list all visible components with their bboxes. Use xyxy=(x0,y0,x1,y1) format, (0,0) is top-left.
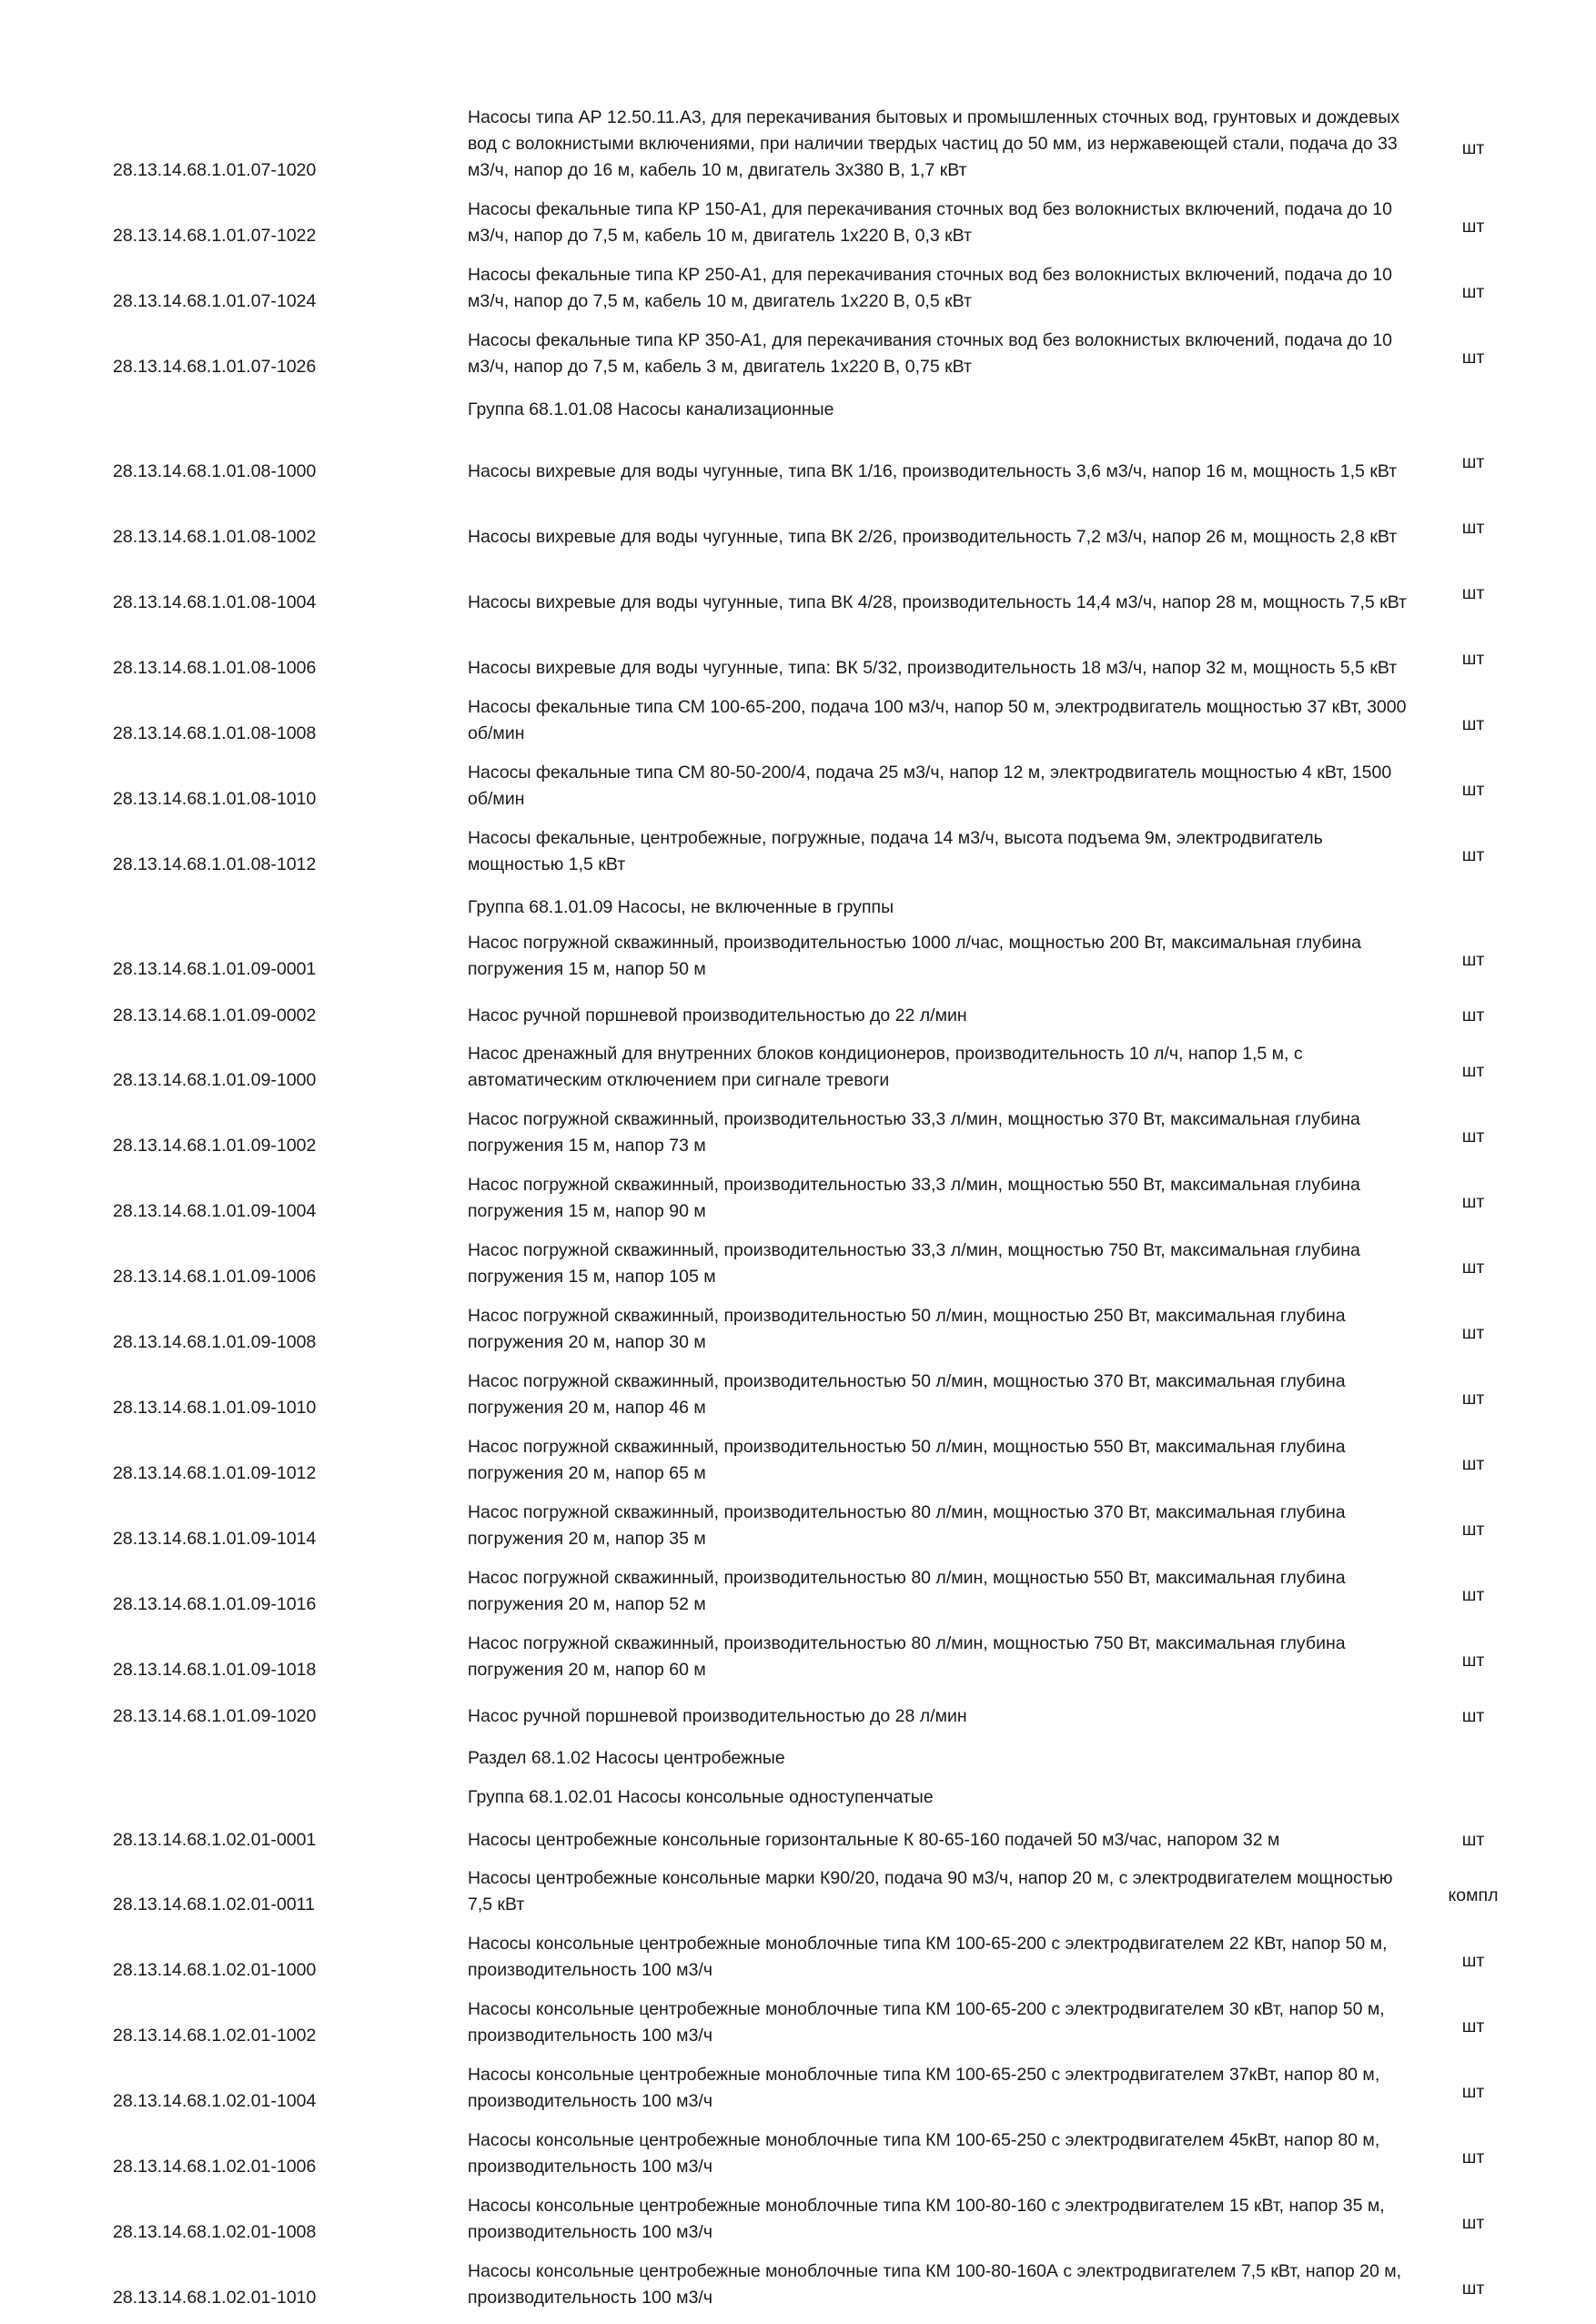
group-heading: Раздел 68.1.02 Насосы центробежные xyxy=(468,1747,785,1768)
item-description: Насос погружной скважинный, производительностью 33,3 л/мин, мощностью 750 Вт, максимальная глубина погружения 15 м, напор 105 м xyxy=(468,1240,1360,1287)
item-unit: шт xyxy=(1461,1519,1485,1540)
item-unit: шт xyxy=(1461,2147,1485,2167)
item-description: Насос погружной скважинный, производительностью 33,3 л/мин, мощностью 550 Вт, максимальная глубина погружения 15 м, напор 90 м xyxy=(468,1175,1360,1221)
item-code: 28.13.14.68.1.01.07-1026 xyxy=(113,357,317,377)
group-heading: Группа 68.1.02.01 Насосы консольные одноступенчатые xyxy=(468,1786,934,1807)
item-unit: компл xyxy=(1448,1884,1499,1905)
table-row xyxy=(0,1996,1596,2056)
item-code: 28.13.14.68.1.01.09-1010 xyxy=(113,1398,317,1418)
item-description: Насосы консольные центробежные моноблочные типа КМ 100-65-250 с электродвигателем 37кВт, напор 80 м, производительность 100 м3/ч xyxy=(468,2065,1380,2111)
item-unit: шт xyxy=(1461,949,1485,970)
item-unit: шт xyxy=(1461,347,1485,368)
table-row xyxy=(0,328,1596,387)
item-description: Насос ручной поршневой производительностью до 22 л/мин xyxy=(468,1005,967,1026)
item-unit: шт xyxy=(1461,648,1485,669)
item-code: 28.13.14.68.1.01.08-1008 xyxy=(113,723,317,743)
item-description: Насосы фекальные, центробежные, погружные, подача 14 м3/ч, высота подъема 9м, электродвигатель мощностью 1,5 кВт xyxy=(468,828,1323,874)
item-code: 28.13.14.68.1.01.08-1012 xyxy=(113,854,317,874)
item-code: 28.13.14.68.1.01.09-1020 xyxy=(113,1706,317,1726)
item-code: 28.13.14.68.1.02.01-1002 xyxy=(113,2026,317,2046)
item-code: 28.13.14.68.1.02.01-1010 xyxy=(113,2288,317,2308)
item-description: Насосы вихревые для воды чугунные, типа: ВК 5/32, производительность 18 м3/ч, напор 32 м, мощность 5,5 кВт xyxy=(468,658,1398,678)
item-unit: шт xyxy=(1461,281,1485,302)
item-description: Насос погружной скважинный, производительностью 50 л/мин, мощностью 250 Вт, максимальная глубина погружения 20 м, напор 30 м xyxy=(468,1306,1346,1352)
item-code: 28.13.14.68.1.02.01-1008 xyxy=(113,2222,317,2242)
item-code: 28.13.14.68.1.01.09-1014 xyxy=(113,1529,317,1549)
item-code: 28.13.14.68.1.02.01-1000 xyxy=(113,1960,317,1980)
table-row xyxy=(0,995,1596,1036)
group-heading: Группа 68.1.01.09 Насосы, не включенные в группы xyxy=(468,896,894,917)
group-heading: Группа 68.1.01.08 Насосы канализационные xyxy=(468,399,834,419)
item-code: 28.13.14.68.1.01.09-1012 xyxy=(113,1463,317,1483)
item-code: 28.13.14.68.1.01.08-1000 xyxy=(113,461,317,481)
item-unit: шт xyxy=(1461,1950,1485,1971)
table-row xyxy=(0,1434,1596,1493)
item-unit: шт xyxy=(1461,844,1485,865)
item-description: Насос погружной скважинный, производительностью 80 л/мин, мощностью 370 Вт, максимальная глубина погружения 20 м, напор 35 м xyxy=(468,1502,1346,1549)
item-description: Насосы фекальные типа КР 250-А1, для перекачивания сточных вод без волокнистых включений, подача до 10 м3/ч, напор до 7,5 м, кабель 10 м, двигатель 1х220 В, 0,5 кВт xyxy=(468,265,1392,311)
item-unit: шт xyxy=(1461,1257,1485,1278)
item-unit: шт xyxy=(1461,1126,1485,1147)
table-row xyxy=(0,2127,1596,2187)
item-description: Насосы консольные центробежные моноблочные типа КМ 100-80-160 с электродвигателем 15 кВт, напор 35 м, производительность 100 м3/ч xyxy=(468,2196,1385,2242)
item-code: 28.13.14.68.1.01.09-1002 xyxy=(113,1136,317,1156)
table-row xyxy=(0,262,1596,321)
item-unit: шт xyxy=(1461,451,1485,472)
item-description: Насос погружной скважинный, производительностью 50 л/мин, мощностью 550 Вт, максимальная глубина погружения 20 м, напор 65 м xyxy=(468,1437,1346,1483)
item-description: Насосы центробежные консольные горизонтальные К 80-65-160 подачей 50 м3/час, напором 32 м xyxy=(468,1830,1280,1850)
item-code: 28.13.14.68.1.01.08-1002 xyxy=(113,527,317,547)
document-body xyxy=(0,106,1596,2324)
item-unit: шт xyxy=(1461,2278,1485,2299)
item-code: 28.13.14.68.1.01.09-1008 xyxy=(113,1332,317,1352)
table-row xyxy=(0,1238,1596,1297)
item-unit: шт xyxy=(1461,1322,1485,1343)
table-row xyxy=(0,563,1596,622)
table-row xyxy=(0,1369,1596,1428)
item-description: Насосы вихревые для воды чугунные, типа ВК 1/16, производительность 3,6 м3/ч, напор 16 м, мощность 1,5 кВт xyxy=(468,461,1398,481)
item-description: Насосы центробежные консольные марки К90/20, подача 90 м3/ч, напор 20 м, с электродвигателем мощностью 7,5 кВт xyxy=(468,1868,1393,1915)
item-unit: шт xyxy=(1461,517,1485,538)
item-description: Насосы консольные центробежные моноблочные типа КМ 100-65-200 с электродвигателем 30 кВт, напор 50 м, производительность 100 м3/ч xyxy=(468,1999,1385,2046)
item-description: Насос погружной скважинный, производительностью 50 л/мин, мощностью 370 Вт, максимальная глубина погружения 20 м, напор 46 м xyxy=(468,1371,1346,1418)
item-description: Насосы консольные центробежные моноблочные типа КМ 100-65-200 с электродвигателем 22 КВт, напор 50 м, производительность 100 м3/ч xyxy=(468,1934,1388,1980)
table-row xyxy=(0,1865,1596,1925)
table-row xyxy=(0,1172,1596,1231)
item-unit: шт xyxy=(1461,1388,1485,1409)
table-row xyxy=(0,825,1596,884)
item-description: Насосы фекальные типа КР 150-А1, для перекачивания сточных вод без волокнистых включений, подача до 10 м3/ч, напор до 7,5 м, кабель 10 м, двигатель 1х220 В, 0,3 кВт xyxy=(468,199,1392,246)
item-description: Насос дренажный для внутренних блоков кондиционеров, производительность 10 л/ч, напор 1,5 м, с автоматическим отключением при сигнале тревоги xyxy=(468,1044,1303,1090)
table-row xyxy=(0,1303,1596,1362)
table-row xyxy=(0,629,1596,688)
table-row xyxy=(0,197,1596,256)
table-row xyxy=(0,1106,1596,1166)
item-code: 28.13.14.68.1.01.07-1022 xyxy=(113,226,317,246)
item-description: Насос погружной скважинный, производительностью 80 л/мин, мощностью 550 Вт, максимальная глубина погружения 20 м, напор 52 м xyxy=(468,1568,1346,1614)
table-row xyxy=(0,1041,1596,1100)
item-description: Насосы типа АР 12.50.11.А3, для перекачивания бытовых и промышленных сточных вод, грунтовых и дождевых вод с волокнистыми включениями, при наличии твердых частиц до 50 мм, из нержавеющей стали, подача до 33 м3/ч, напор до 16 м, кабель 10 м, двигатель 3х380 В, 1,7 кВт xyxy=(468,107,1400,180)
item-unit: шт xyxy=(1461,713,1485,734)
item-description: Насосы фекальные типа СМ 100-65-200, подача 100 м3/ч, напор 50 м, электродвигатель мощностью 37 кВт, 3000 об/мин xyxy=(468,697,1407,743)
item-description: Насосы вихревые для воды чугунные, типа ВК 4/28, производительность 14,4 м3/ч, напор 28 м, мощность 7,5 кВт xyxy=(468,592,1407,612)
item-description: Насос погружной скважинный, производительностью 1000 л/час, мощностью 200 Вт, максимальная глубина погружения 15 м, напор 50 м xyxy=(468,933,1361,979)
item-unit: шт xyxy=(1461,2081,1485,2102)
item-code: 28.13.14.68.1.01.09-0002 xyxy=(113,1005,317,1026)
table-row xyxy=(0,498,1596,557)
item-description: Насосы консольные центробежные моноблочные типа КМ 100-65-250 с электродвигателем 45кВт, напор 80 м, производительность 100 м3/ч xyxy=(468,2130,1380,2177)
item-description: Насос погружной скважинный, производительностью 80 л/мин, мощностью 750 Вт, максимальная глубина погружения 20 м, напор 60 м xyxy=(468,1633,1346,1680)
item-code: 28.13.14.68.1.01.09-1006 xyxy=(113,1267,317,1287)
item-code: 28.13.14.68.1.02.01-0011 xyxy=(113,1895,315,1915)
table-row xyxy=(0,760,1596,819)
item-unit: шт xyxy=(1461,1830,1485,1850)
table-row xyxy=(0,1696,1596,1736)
table-row xyxy=(0,432,1596,491)
table-row xyxy=(0,694,1596,753)
item-code: 28.13.14.68.1.02.01-1006 xyxy=(113,2157,317,2177)
item-code: 28.13.14.68.1.01.07-1020 xyxy=(113,160,317,180)
item-description: Насосы вихревые для воды чугунные, типа ВК 2/26, производительность 7,2 м3/ч, напор 26 м, мощность 2,8 кВт xyxy=(468,527,1398,547)
item-unit: шт xyxy=(1461,137,1485,158)
item-description: Насосы фекальные типа СМ 80-50-200/4, подача 25 м3/ч, напор 12 м, электродвигатель мощностью 4 кВт, 1500 об/мин xyxy=(468,763,1392,809)
item-description: Насосы консольные центробежные моноблочные типа КМ 100-80-160А с электродвигателем 7,5 кВт, напор 20 м, производительность 100 м3/ч xyxy=(468,2261,1402,2308)
item-unit: шт xyxy=(1461,582,1485,603)
item-description: Насос ручной поршневой производительностью до 28 л/мин xyxy=(468,1706,967,1726)
item-unit: шт xyxy=(1461,216,1485,237)
item-unit: шт xyxy=(1461,2016,1485,2036)
item-code: 28.13.14.68.1.01.09-1016 xyxy=(113,1594,317,1614)
item-description: Насосы фекальные типа КР 350-А1, для перекачивания сточных вод без волокнистых включений, подача до 10 м3/ч, напор до 7,5 м, кабель 3 м, двигатель 1х220 В, 0,75 кВт xyxy=(468,330,1392,377)
table-row xyxy=(0,2062,1596,2121)
item-code: 28.13.14.68.1.01.09-1004 xyxy=(113,1201,317,1221)
item-code: 28.13.14.68.1.01.07-1024 xyxy=(113,291,317,311)
table-row xyxy=(0,930,1596,989)
item-code: 28.13.14.68.1.01.08-1010 xyxy=(113,789,317,809)
item-code: 28.13.14.68.1.01.08-1006 xyxy=(113,658,317,678)
item-code: 28.13.14.68.1.01.09-1000 xyxy=(113,1070,317,1090)
table-row xyxy=(0,1565,1596,1624)
table-row xyxy=(0,1500,1596,1559)
item-code: 28.13.14.68.1.02.01-0001 xyxy=(113,1830,317,1850)
item-unit: шт xyxy=(1461,2212,1485,2233)
item-unit: шт xyxy=(1461,1060,1485,1081)
item-code: 28.13.14.68.1.02.01-1004 xyxy=(113,2091,317,2111)
item-code: 28.13.14.68.1.01.09-1018 xyxy=(113,1660,317,1680)
table-row xyxy=(0,2193,1596,2252)
item-unit: шт xyxy=(1461,779,1485,800)
item-code: 28.13.14.68.1.01.08-1004 xyxy=(113,592,317,612)
item-unit: шт xyxy=(1461,1453,1485,1474)
item-code: 28.13.14.68.1.01.09-0001 xyxy=(113,959,317,979)
item-unit: шт xyxy=(1461,1584,1485,1605)
item-unit: шт xyxy=(1461,1191,1485,1212)
item-unit: шт xyxy=(1461,1650,1485,1671)
table-row xyxy=(0,106,1596,190)
table-row xyxy=(0,1931,1596,1990)
table-row xyxy=(0,1820,1596,1860)
item-description: Насос погружной скважинный, производительностью 33,3 л/мин, мощностью 370 Вт, максимальная глубина погружения 15 м, напор 73 м xyxy=(468,1109,1360,1156)
table-row xyxy=(0,1631,1596,1690)
item-unit: шт xyxy=(1461,1706,1485,1726)
item-unit: шт xyxy=(1461,1005,1485,1026)
table-row xyxy=(0,2258,1596,2318)
